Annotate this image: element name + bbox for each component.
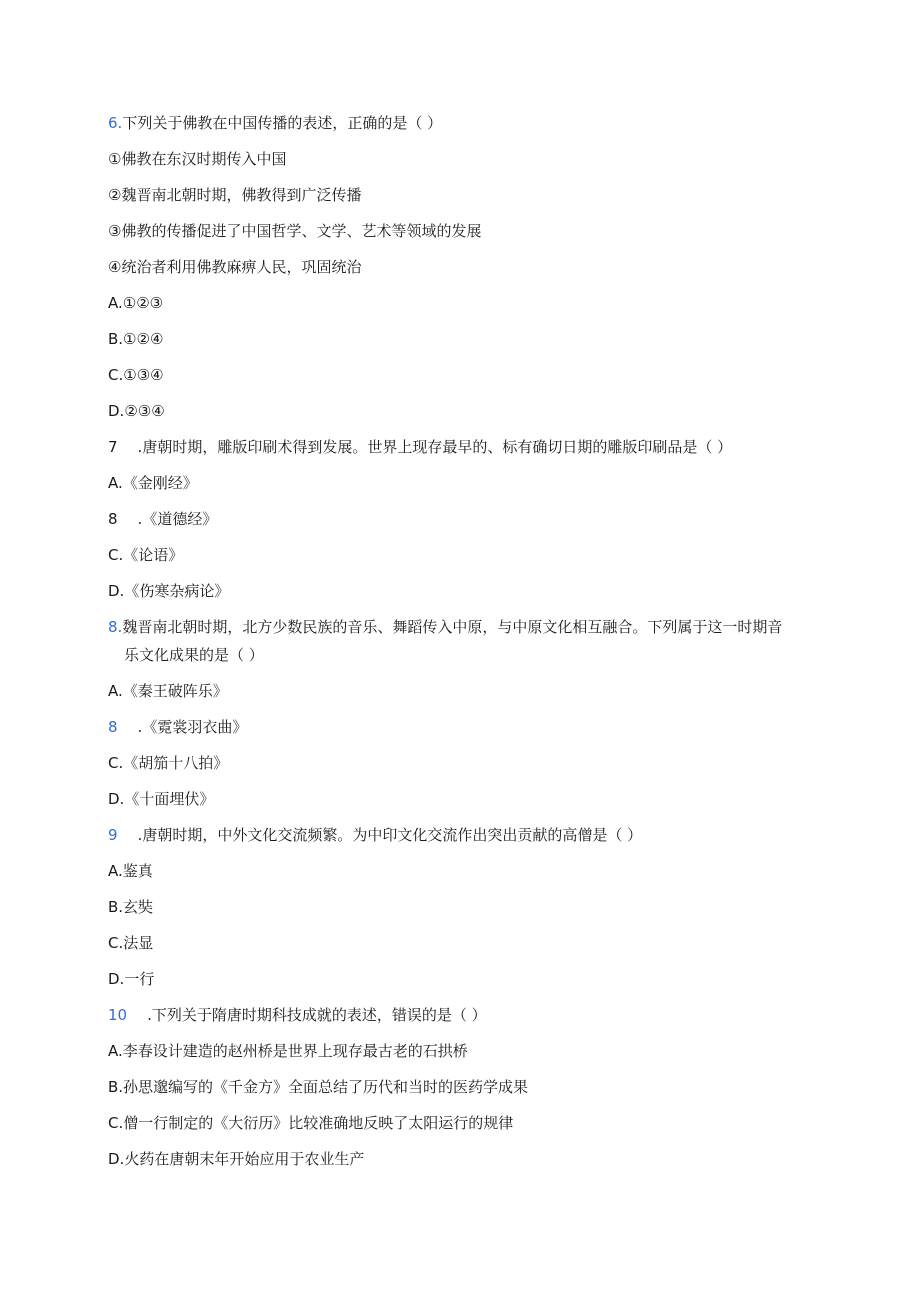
- question-8-option-a: A.《秦王破阵乐》: [108, 682, 228, 700]
- question-6-statement-2: ②魏晋南北朝时期，佛教得到广泛传播: [108, 186, 362, 204]
- question-10-option-a: A.李春设计建造的赵州桥是世界上现存最古老的石拱桥: [108, 1042, 468, 1060]
- question-10-stem: [108, 1005, 828, 1025]
- question-7-option-b: [108, 509, 828, 529]
- question-7-option-d: D.《伤寒杂病论》: [108, 582, 230, 600]
- question-8-option-c: C.《胡笳十八拍》: [108, 754, 229, 772]
- question-9-option-d: D.一行: [108, 970, 155, 988]
- question-6-statement-4: ④统治者利用佛教麻痹人民，巩固统治: [108, 258, 362, 276]
- question-6-option-a: A.①②③: [108, 294, 164, 312]
- question-6-statement-1: ①佛教在东汉时期传入中国: [108, 150, 287, 168]
- question-6-statement-3: ③佛教的传播促进了中国哲学、文学、艺术等领域的发展: [108, 222, 482, 240]
- question-10-text: .下列关于隋唐时期科技成就的表述，错误的是（ ）: [147, 1006, 487, 1024]
- question-8-option-b-text: .《霓裳羽衣曲》: [137, 718, 248, 736]
- question-9-option-b: B.玄奘: [108, 898, 154, 916]
- question-7-stem: [108, 437, 828, 457]
- question-10-number: 10: [108, 1006, 128, 1024]
- question-9-number: 9: [108, 826, 118, 844]
- question-8-text-line2: 乐文化成果的是（ ）: [124, 646, 264, 664]
- question-8-option-b-label: 8: [108, 718, 118, 736]
- question-7-number: 7: [108, 438, 118, 456]
- question-8-text-line1: 魏晋南北朝时期，北方少数民族的音乐、舞蹈传入中原，与中原文化相互融合。下列属于这一时期音: [122, 618, 783, 636]
- question-10-option-b: B.孙思邈编写的《千金方》全面总结了历代和当时的医药学成果: [108, 1078, 529, 1096]
- question-7-option-b-label: 8: [108, 510, 118, 528]
- question-8-option-d: D.《十面埋伏》: [108, 790, 215, 808]
- question-6-stem: [108, 113, 828, 133]
- question-8-stem: [108, 617, 828, 637]
- question-6-option-b: B.①②④: [108, 330, 164, 348]
- question-10-option-c: C.僧一行制定的《大衍历》比较准确地反映了太阳运行的规律: [108, 1114, 514, 1132]
- question-9-stem: [108, 825, 828, 845]
- question-8-option-b: [108, 717, 828, 737]
- question-10-option-d: D.火药在唐朝末年开始应用于农业生产: [108, 1150, 365, 1168]
- question-7-text: .唐朝时期，雕版印刷术得到发展。世界上现存最早的、标有确切日期的雕版印刷品是（ ）: [137, 438, 733, 456]
- question-7-option-b-text: .《道德经》: [137, 510, 218, 528]
- question-7-option-c: C.《论语》: [108, 546, 184, 564]
- question-6-number: 6.: [108, 114, 123, 132]
- question-6-option-d: D.②③④: [108, 402, 165, 420]
- question-6-text: 下列关于佛教在中国传播的表述，正确的是（ ）: [122, 114, 443, 132]
- question-9-option-a: A.鉴真: [108, 862, 153, 880]
- question-7-option-a: A.《金刚经》: [108, 474, 198, 492]
- question-6-option-c: C.①③④: [108, 366, 164, 384]
- question-8-number: 8.: [108, 618, 123, 636]
- question-9-option-c: C.法显: [108, 934, 154, 952]
- question-9-text: .唐朝时期，中外文化交流频繁。为中印文化交流作出突出贡献的高僧是（ ）: [137, 826, 643, 844]
